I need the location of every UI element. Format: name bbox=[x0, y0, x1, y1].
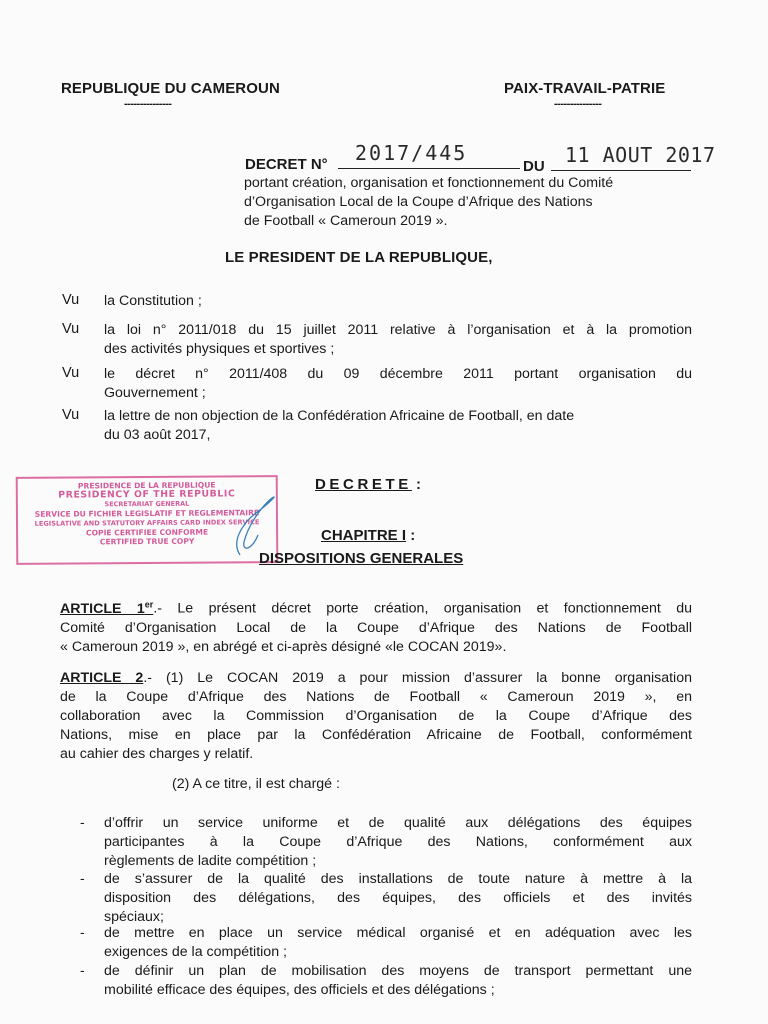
article-2-text-1: .- (1) Le COCAN 2019 a pour mission d’assurer la bonne organisation bbox=[143, 670, 692, 686]
article-1-line-2: Comité d’Organisation Local de la Coupe d’Afrique des Nations de Football bbox=[60, 619, 692, 636]
header-left: REPUBLIQUE DU CAMEROUN bbox=[61, 80, 280, 97]
decree-label: DECRET N° bbox=[245, 156, 328, 173]
decree-subject-line-1: portant création, organisation et fonctionnement du Comité bbox=[244, 175, 614, 191]
chapter-subtitle: DISPOSITIONS GENERALES bbox=[259, 550, 464, 567]
list-item-2-line-3: spéciaux; bbox=[104, 909, 164, 925]
list-item-1-line-2: participantes à la Coupe d’Afrique des Nations, conformément aux bbox=[104, 834, 692, 850]
list-item-1-line-3: règlements de ladite compétition ; bbox=[104, 853, 317, 869]
decree-du: DU bbox=[523, 158, 545, 175]
decrete-colon: : bbox=[416, 476, 422, 493]
vu-item-3-line-2: Gouvernement ; bbox=[104, 385, 206, 401]
stamp-line-2: PRESIDENCY OF THE REPUBLIC bbox=[58, 488, 236, 502]
vu-item-1: la Constitution ; bbox=[104, 293, 202, 309]
stamp-line-3: SECRETARIAT GENERAL bbox=[104, 499, 190, 509]
article-2-line-4: Nations, mise en place par la Confédération Africaine de Football, conformément bbox=[60, 727, 692, 743]
chapter-title-text: CHAPITRE I bbox=[321, 527, 407, 544]
list-item-4-line-1: de définir un plan de mobilisation des moyens de transport permettant une bbox=[104, 963, 692, 979]
decree-date-line bbox=[551, 170, 691, 171]
decree-number-line bbox=[338, 168, 520, 169]
president-heading: LE PRESIDENT DE LA REPUBLIQUE, bbox=[225, 249, 493, 266]
list-item-3-line-2: exigences de la compétition ; bbox=[104, 944, 287, 960]
decree-subject bbox=[244, 174, 694, 231]
decree-subject-line-3: de Football « Cameroun 2019 ». bbox=[244, 213, 448, 229]
bullet-dash-3: - bbox=[80, 924, 85, 940]
article-2-label: ARTICLE 2 bbox=[60, 670, 144, 686]
stamp-line-7: CERTIFIED TRUE COPY bbox=[99, 537, 195, 547]
vu-item-4-line-1: la lettre de non objection de la Confédération Africaine de Football, en date bbox=[104, 408, 575, 424]
article-2-line-1 bbox=[60, 669, 692, 688]
stamp-line-4: SERVICE DU FICHIER LEGISLATIF ET REGLEMENTAIRE bbox=[34, 508, 260, 520]
article-2-line-5: au cahier des charges y relatif. bbox=[60, 746, 254, 762]
article-1-label bbox=[60, 601, 153, 617]
vu-label-1: Vu bbox=[62, 292, 80, 308]
article-1-line-3: « Cameroun 2019 », en abrégé et ci-après désigné «le COCAN 2019». bbox=[60, 638, 507, 655]
article-1-label-sup: er bbox=[144, 599, 154, 609]
bullet-dash-4: - bbox=[80, 962, 85, 978]
decree-number: 2017/445 bbox=[355, 141, 468, 165]
vu-item-3-line-1: le décret n° 2011/408 du 09 décembre 2011 portant organisation du bbox=[104, 366, 692, 382]
vu-label-3: Vu bbox=[62, 365, 80, 381]
list-item-1 bbox=[104, 814, 692, 871]
stamp-line-6: COPIE CERTIFIEE CONFORME bbox=[85, 527, 209, 538]
decree-subject-line-2: d’Organisation Local de la Coupe d’Afrique des Nations bbox=[244, 194, 593, 210]
bullet-dash-2: - bbox=[80, 870, 85, 886]
article-2-para-2: (2) A ce titre, il est chargé : bbox=[172, 776, 340, 792]
bullet-dash-1: - bbox=[80, 814, 85, 830]
vu-item-4 bbox=[104, 407, 674, 445]
article-2-line-2: de la Coupe d’Afrique des Nations de Football « Cameroun 2019 », en bbox=[60, 689, 692, 705]
vu-label-2: Vu bbox=[62, 321, 80, 337]
vu-item-2-line-1: la loi n° 2011/018 du 15 juillet 2011 relative à l’organisation et à la promotion bbox=[104, 322, 692, 338]
header-right: PAIX-TRAVAIL-PATRIE bbox=[504, 80, 666, 97]
header-left-dashes: --------------- bbox=[124, 98, 172, 110]
article-2 bbox=[60, 669, 692, 764]
list-item-4-line-2: mobilité efficace des équipes, des officiels et des délégations ; bbox=[104, 982, 495, 998]
vu-item-4-line-2: du 03 août 2017, bbox=[104, 427, 211, 443]
article-2-line-3: collaboration avec la Commission d’Organisation de la Coupe d’Afrique des bbox=[60, 708, 692, 724]
article-1-text-1: .- Le présent décret porte création, organisation et fonctionnement du bbox=[153, 600, 692, 617]
stamp-line-1: PRESIDENCE DE LA REPUBLIQUE bbox=[77, 480, 216, 491]
vu-item-2-line-2: des activités physiques et sportives ; bbox=[104, 341, 335, 357]
header-right-dashes: --------------- bbox=[554, 98, 602, 110]
stamp-line-5: LEGISLATIVE AND STATUTORY AFFAIRS CARD INDEX SERVICE bbox=[34, 517, 260, 528]
chapter-title bbox=[321, 527, 415, 544]
list-item-3 bbox=[104, 924, 692, 962]
vu-item-3 bbox=[104, 365, 692, 403]
list-item-1-line-1: d’offrir un service uniforme et de qualité aux délégations des équipes bbox=[104, 815, 692, 831]
article-1-label-text: ARTICLE 1 bbox=[60, 600, 145, 617]
chapter-title-colon: : bbox=[410, 527, 416, 544]
decree-date: 11 AOUT 2017 bbox=[565, 143, 716, 167]
list-item-4 bbox=[104, 962, 692, 1000]
article-1-line-1 bbox=[60, 595, 692, 619]
decrete-heading bbox=[315, 476, 421, 493]
article-1 bbox=[60, 595, 692, 657]
vu-item-2 bbox=[104, 321, 692, 359]
list-item-2-line-1: de s’assurer de la qualité des installations de toute nature à mettre à la bbox=[104, 871, 692, 887]
vu-label-4: Vu bbox=[62, 407, 80, 423]
list-item-2-line-2: disposition des délégations, des équipes, des officiels et des invités bbox=[104, 890, 692, 906]
decrete-word: DECRETE bbox=[315, 476, 412, 493]
list-item-2 bbox=[104, 870, 692, 927]
list-item-3-line-1: de mettre en place un service médical organisé et en adéquation avec les bbox=[104, 925, 692, 941]
